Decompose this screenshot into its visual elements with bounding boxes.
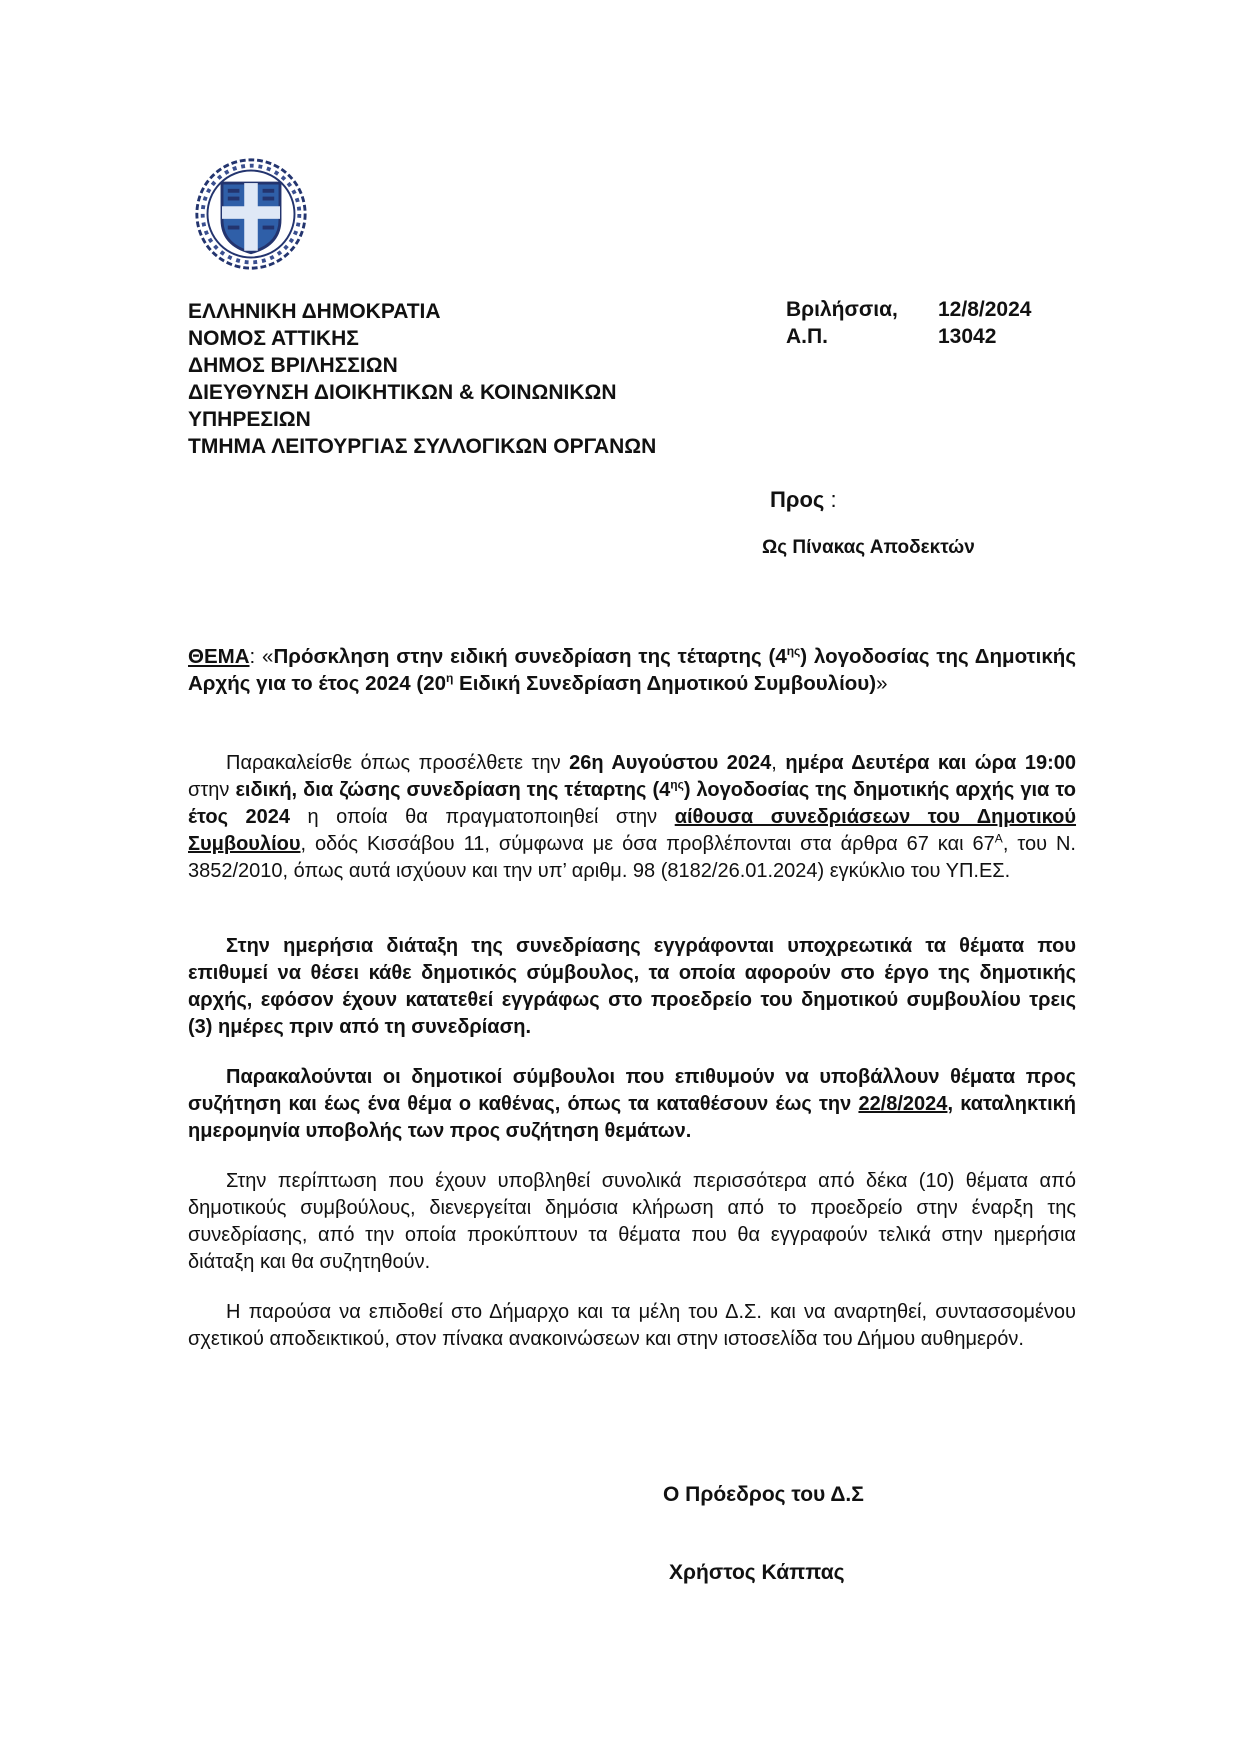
protocol-row bbox=[786, 325, 997, 349]
text: , του Ν. 3852/2010, όπως αυτά ισχύουν και την υπ’ αριθμ. 98 (8182/26.01.2024) εγκύκλιο του ΥΠ.ΕΣ. bbox=[188, 833, 1076, 882]
header-line: ΝΟΜΟΣ ΑΤΤΙΚΗΣ bbox=[188, 327, 359, 350]
submission-paragraph bbox=[188, 1064, 1076, 1145]
header-line: ΕΛΛΗΝΙΚΗ ΔΗΜΟΚΡΑΤΙΑ bbox=[188, 300, 441, 323]
invitation-paragraph bbox=[188, 750, 1076, 885]
subject-label: ΘΕΜΑ bbox=[188, 645, 250, 668]
greek-state-emblem bbox=[193, 156, 309, 272]
deadline-date: 22/8/2024 bbox=[858, 1093, 948, 1115]
meeting-type: ) λογοδοσίας της δημοτικής αρχής για το έτος 2024 bbox=[188, 779, 1076, 828]
lottery-paragraph: Στην περίπτωση που έχουν υποβληθεί συνολικά περισσότερα από δέκα (10) θέματα από δημοτικούς συμβούλους, διενεργείται δημόσια κλήρωση από το προεδρείο στην έναρξη της συνεδρίασης, από την οποία προκύπτουν τα θέματα που θα εγγραφούν τελικά στην ημερήσια διάταξη και θα συζητηθούν. bbox=[188, 1170, 1076, 1273]
date-row bbox=[786, 298, 1032, 322]
signatory-title: Ο Πρόεδρος του Δ.Σ bbox=[663, 1483, 864, 1506]
signatory-name: Χρήστος Κάππας bbox=[669, 1561, 845, 1584]
text: Παρακαλείσθε όπως προσέλθετε την bbox=[226, 752, 570, 774]
subject bbox=[188, 643, 1076, 697]
to-label: Προς bbox=[770, 487, 825, 512]
text: στην bbox=[188, 779, 236, 801]
subject-text: Πρόσκληση στην ειδική συνεδρίαση της τέταρτης (4 bbox=[273, 645, 787, 668]
superscript: ης bbox=[670, 777, 684, 792]
text: Παρακαλούνται οι δημοτικοί σύμβουλοι που επιθυμούν να υποβάλλουν θέματα προς συζήτηση και έως ένα θέμα ο καθένας, όπως τα καταθέσουν έως την bbox=[188, 1066, 1076, 1115]
text: , καταληκτική ημερομηνία υποβολής των προς συζήτηση θεμάτων. bbox=[188, 1093, 1076, 1142]
text: , οδός Κισσάβου 11, σύμφωνα με όσα προβλέπονται στα άρθρα 67 και 67 bbox=[300, 833, 995, 855]
recipients: Ως Πίνακας Αποδεκτών bbox=[762, 537, 975, 558]
header-line: ΔΙΕΥΘΥΝΣΗ ΔΙΟΙΚΗΤΙΚΩΝ & ΚΟΙΝΩΝΙΚΩΝ bbox=[188, 381, 617, 404]
to-line bbox=[770, 487, 837, 513]
text: , bbox=[771, 752, 786, 774]
header-line: ΥΠΗΡΕΣΙΩΝ bbox=[188, 408, 311, 431]
place-label: Βριλήσσια, bbox=[786, 298, 898, 321]
shield-cross-icon bbox=[222, 183, 280, 253]
meeting-type: ειδική, δια ζώσης συνεδρίαση της τέταρτης (4 bbox=[235, 779, 671, 801]
subject-sup: η bbox=[446, 671, 454, 686]
issuer-header bbox=[188, 298, 656, 460]
agenda-paragraph: Στην ημερήσια διάταξη της συνεδρίασης εγγράφονται υποχρεωτικά τα θέματα που επιθυμεί να θέσει κάθε δημοτικός σύμβουλος, τα οποία αφορούν στο έργο της δημοτικής αρχής, εφόσον έχουν κατατεθεί εγγράφως στο προεδρείο του δημοτικού συμβουλίου τρεις (3) ημέρες πριν από τη συνεδρίαση. bbox=[188, 935, 1076, 1038]
superscript: Α bbox=[994, 831, 1003, 846]
header-line: ΔΗΜΟΣ ΒΡΙΛΗΣΣΙΩΝ bbox=[188, 354, 398, 377]
meeting-date: 26η Αυγούστου 2024 bbox=[569, 752, 772, 774]
header-line: ΤΜΗΜΑ ΛΕΙΤΟΥΡΓΙΑΣ ΣΥΛΛΟΓΙΚΩΝ ΟΡΓΑΝΩΝ bbox=[188, 435, 657, 458]
meeting-time: ημέρα Δευτέρα και ώρα 19:00 bbox=[785, 752, 1076, 774]
to-colon: : bbox=[830, 487, 837, 512]
meeting-venue: αίθουσα συνεδριάσεων του Δημοτικού Συμβουλίου bbox=[188, 806, 1077, 855]
document-date: 12/8/2024 bbox=[938, 298, 1032, 321]
subject-close: » bbox=[876, 672, 888, 695]
subject-sup: ης bbox=[786, 644, 801, 659]
subject-sep: : « bbox=[249, 645, 274, 668]
subject-text: Ειδική Συνεδρίαση Δημοτικού Συμβουλίου) bbox=[453, 672, 877, 695]
subject-text: ) λογοδοσίας της Δημοτικής Αρχής για το έτος 2024 (20 bbox=[188, 645, 1076, 695]
text: η οποία θα πραγματοποιηθεί στην bbox=[290, 806, 675, 828]
publication-paragraph: Η παρούσα να επιδοθεί στο Δήμαρχο και τα μέλη του Δ.Σ. και να αναρτηθεί, συντασσομένου σχετικού αποδεικτικού, στον πίνακα ανακοινώσεων και στην ιστοσελίδα του Δήμου αυθημερόν. bbox=[188, 1301, 1076, 1350]
protocol-number: 13042 bbox=[938, 325, 997, 348]
protocol-label: Α.Π. bbox=[786, 325, 828, 348]
